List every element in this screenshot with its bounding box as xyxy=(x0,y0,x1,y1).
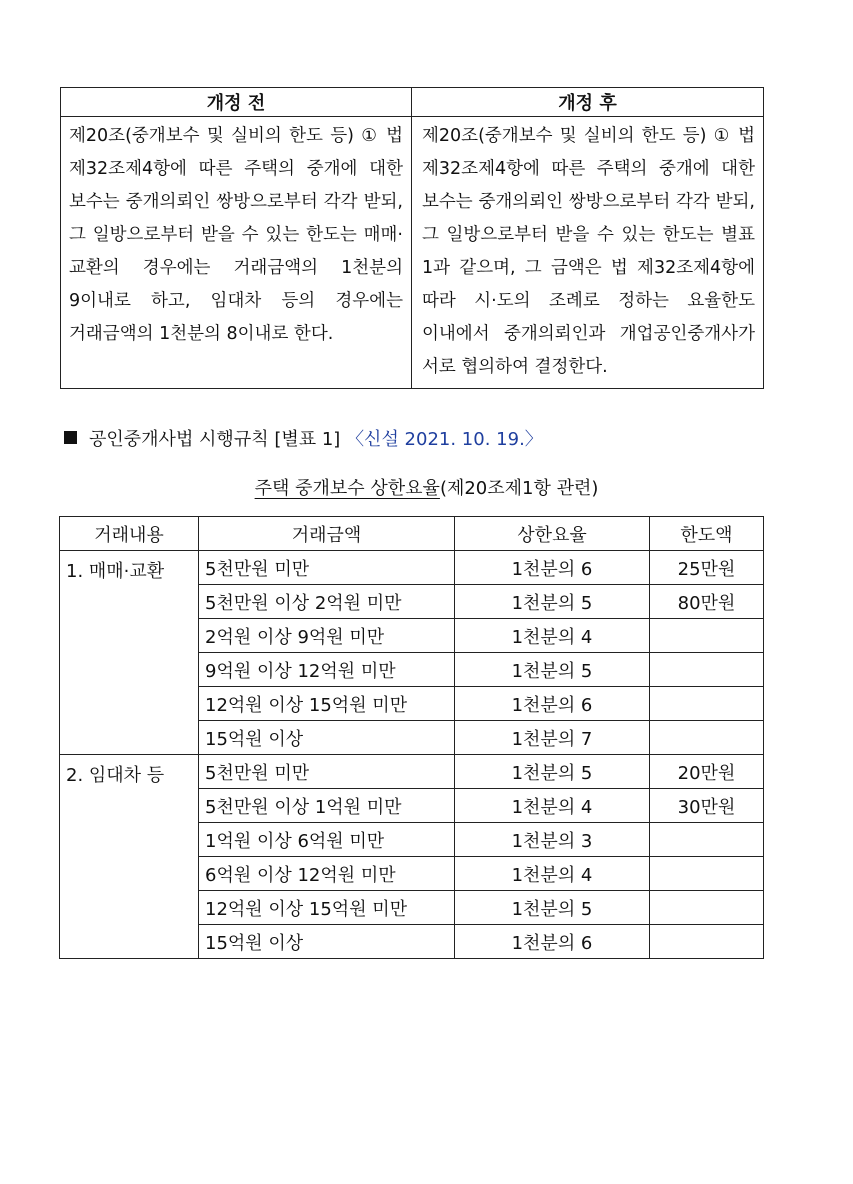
amount-cell: 12억원 이상 15억원 미만 xyxy=(199,687,455,721)
lease-category-label: 2. 임대차 등 xyxy=(60,755,199,959)
rate-cell: 1천분의 5 xyxy=(455,755,650,789)
limit-cell xyxy=(650,721,764,755)
rate-cell: 1천분의 6 xyxy=(455,925,650,959)
amount-cell: 5천만원 이상 1억원 미만 xyxy=(199,789,455,823)
amount-cell: 5천만원 미만 xyxy=(199,551,455,585)
table-header-row xyxy=(60,517,764,551)
before-text: 제20조(중개보수 및 실비의 한도 등) ① 법 제32조제4항에 따른 주택의 중개에 대한 보수는 중개의뢰인 쌍방으로부터 각각 받되, 그 일방으로부터 받을 수 있는 한도는 매매·교환의 경우에는 거래금액의 1천분의 9이내로 하고, 임대차 등의 경우에는 거래금액의 1천분의 8이내로 한다. xyxy=(61,117,412,389)
amount-cell: 6억원 이상 12억원 미만 xyxy=(199,857,455,891)
amount-cell: 15억원 이상 xyxy=(199,721,455,755)
after-header: 개정 후 xyxy=(412,88,764,117)
amount-cell: 1억원 이상 6억원 미만 xyxy=(199,823,455,857)
amount-cell: 2억원 이상 9억원 미만 xyxy=(199,619,455,653)
rate-cell: 1천분의 4 xyxy=(455,857,650,891)
rate-cell: 1천분의 4 xyxy=(455,619,650,653)
rate-cell: 1천분의 4 xyxy=(455,789,650,823)
rate-cell: 1천분의 6 xyxy=(455,687,650,721)
caption-title: 주택 중개보수 상한요율 xyxy=(254,478,440,499)
limit-cell xyxy=(650,891,764,925)
limit-cell xyxy=(650,687,764,721)
new-provision-note: 〈신설 2021. 10. 19.〉 xyxy=(346,429,543,450)
section-heading xyxy=(64,425,543,451)
before-header: 개정 전 xyxy=(61,88,412,117)
rate-cell: 1천분의 5 xyxy=(455,585,650,619)
amendment-comparison-table xyxy=(60,87,764,389)
header-amount: 거래금액 xyxy=(199,517,455,551)
limit-cell: 25만원 xyxy=(650,551,764,585)
amount-cell: 9억원 이상 12억원 미만 xyxy=(199,653,455,687)
rate-cell: 1천분의 5 xyxy=(455,891,650,925)
after-text: 제20조(중개보수 및 실비의 한도 등) ① 법 제32조제4항에 따른 주택의 중개에 대한 보수는 중개의뢰인 쌍방으로부터 각각 받되, 그 일방으로부터 받을 수 있는 한도는 별표 1과 같으며, 그 금액은 법 제32조제4항에 따라 시·도의 조례로 정하는 요율한도 이내에서 중개의뢰인과 개업공인중개사가 서로 협의하여 결정한다. xyxy=(412,117,764,389)
limit-cell: 30만원 xyxy=(650,789,764,823)
caption-reference: (제20조제1항 관련) xyxy=(439,478,599,499)
table-caption xyxy=(0,474,853,500)
table-row xyxy=(60,551,764,585)
amount-cell: 12억원 이상 15억원 미만 xyxy=(199,891,455,925)
table-row xyxy=(60,755,764,789)
rate-cell: 1천분의 7 xyxy=(455,721,650,755)
rate-cell: 1천분의 5 xyxy=(455,653,650,687)
sale-category-label: 1. 매매·교환 xyxy=(60,551,199,755)
square-bullet-icon xyxy=(64,431,77,444)
header-transaction-type: 거래내용 xyxy=(60,517,199,551)
limit-cell xyxy=(650,823,764,857)
limit-cell: 80만원 xyxy=(650,585,764,619)
amount-cell: 5천만원 이상 2억원 미만 xyxy=(199,585,455,619)
limit-cell xyxy=(650,857,764,891)
limit-cell: 20만원 xyxy=(650,755,764,789)
limit-cell xyxy=(650,653,764,687)
heading-title: 공인중개사법 시행규칙 [별표 1] xyxy=(89,429,341,450)
amount-cell: 5천만원 미만 xyxy=(199,755,455,789)
amount-cell: 15억원 이상 xyxy=(199,925,455,959)
limit-cell xyxy=(650,925,764,959)
limit-cell xyxy=(650,619,764,653)
header-limit: 한도액 xyxy=(650,517,764,551)
rate-cell: 1천분의 6 xyxy=(455,551,650,585)
brokerage-rate-table xyxy=(59,516,764,959)
rate-cell: 1천분의 3 xyxy=(455,823,650,857)
header-max-rate: 상한요율 xyxy=(455,517,650,551)
